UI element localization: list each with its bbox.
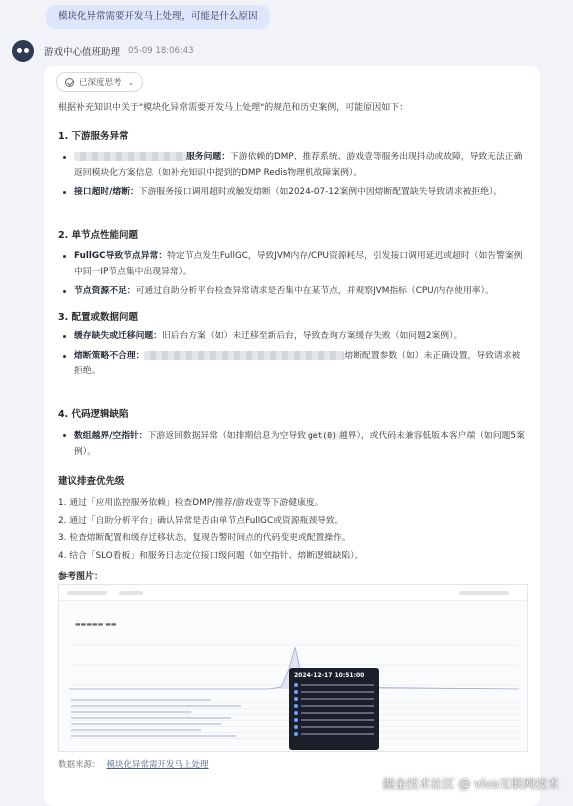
bot-name: 游戏中心值班助理 bbox=[44, 47, 121, 58]
reference-image[interactable] bbox=[58, 584, 528, 752]
list-item: 数组越界/空指针：下游返回数据异常（如排期信息为空导致 get(0) 越界），或代码未兼容低版本客户端（如问题5案例）。 bbox=[58, 428, 528, 460]
watermark: 掘金技术社区 @ vivo互联网技术 bbox=[382, 777, 559, 791]
list-item: FullGC导致节点异常：特定节点发生FullGC，导致JVM内存/CPU资源耗尽，引发接口调用延迟或超时（如告警案例中同一IP节点集中出现异常）。 bbox=[58, 249, 528, 280]
section-bullets bbox=[58, 249, 528, 304]
list-item: 4. 结合「SLO看板」和服务日志定位接口级问题（如空指针、熔断逻辑缺陷）。 bbox=[58, 550, 364, 561]
user-message-text: 模块化异常需要开发马上处理，可能是什么原因 bbox=[58, 11, 258, 22]
reply-intro: 根据补充知识中关于"模块化异常需要开发马上处理"的规范和历史案例，可能原因如下： bbox=[58, 103, 409, 113]
chevron-down-icon: ⌄ bbox=[127, 77, 135, 87]
list-item: 熔断策略不合理： 熔断配置参数（如）未正确设置，导致请求被拒绝。 bbox=[58, 349, 528, 380]
suggestion-steps bbox=[58, 495, 528, 565]
user-message-bubble bbox=[46, 5, 270, 29]
screenshot-panel-title: ▬▬▬▬▬ ▬▬ bbox=[75, 621, 117, 628]
list-item: 服务问题：下游依赖的DMP、推荐系统、游戏壹等服务出现抖动或故障，导致无法正确返回模块化方案信息（如补充知识中提到的DMP Redis物理机故障案例）。 bbox=[58, 150, 528, 181]
message-timestamp: 05-09 18:06:43 bbox=[128, 46, 194, 56]
screenshot-topbar bbox=[59, 585, 527, 601]
screenshot-tooltip bbox=[289, 668, 379, 750]
list-item: 2. 通过「自助分析平台」确认异常是否由单节点FullGC或资源瓶颈导致。 bbox=[58, 515, 344, 526]
list-item: 1. 通过「应用监控服务依赖」检查DMP/推荐/游戏壹等下游健康度。 bbox=[58, 498, 324, 508]
deep-thinking-label: 已深度思考 bbox=[79, 78, 122, 88]
list-item: 3. 检查熔断配置和缓存迁移状态，复现告警时间点的代码变更或配置操作。 bbox=[58, 533, 351, 543]
inline-code: get(0) bbox=[307, 431, 337, 440]
section-title: 2. 单节点性能问题 bbox=[58, 230, 139, 241]
bot-avatar bbox=[12, 40, 34, 62]
check-circle-icon bbox=[65, 78, 74, 87]
reference-image-label: 参考图片： bbox=[58, 572, 104, 582]
section-bullets bbox=[58, 150, 528, 205]
bot-reply-card bbox=[44, 66, 540, 806]
section-title: 3. 配置或数据问题 bbox=[58, 312, 139, 323]
section-bullets bbox=[58, 428, 528, 464]
bot-header bbox=[12, 40, 194, 62]
list-item: 缓存缺失或迁移问题：旧后台方案（如）未迁移至新后台，导致查询方案缓存失败（如问题2案例）。 bbox=[58, 329, 528, 345]
deep-thinking-toggle[interactable] bbox=[56, 72, 143, 92]
data-source-link[interactable]: 模块化异常需开发马上处理 bbox=[106, 760, 209, 770]
redacted-text bbox=[74, 152, 186, 161]
list-item: 节点资源不足：可通过自助分析平台检查异常请求是否集中在某节点，并观察JVM指标（CPU/内存使用率）。 bbox=[58, 284, 528, 300]
section-title: 1. 下游服务异常 bbox=[58, 131, 129, 142]
section-title: 4. 代码逻辑缺陷 bbox=[58, 409, 129, 420]
tooltip-time: 2024-12-17 10:51:00 bbox=[294, 672, 365, 679]
suggestion-title: 建议排查优先级 bbox=[58, 476, 125, 487]
redacted-text bbox=[144, 351, 344, 360]
data-source-label: 数据来源： bbox=[58, 760, 101, 770]
section-bullets bbox=[58, 329, 528, 384]
data-source bbox=[58, 758, 209, 770]
list-item: 接口超时/熔断：下游服务接口调用超时或触发熔断（如2024-07-12案例中因熔断配置缺失导致请求被拒绝）。 bbox=[58, 185, 528, 201]
